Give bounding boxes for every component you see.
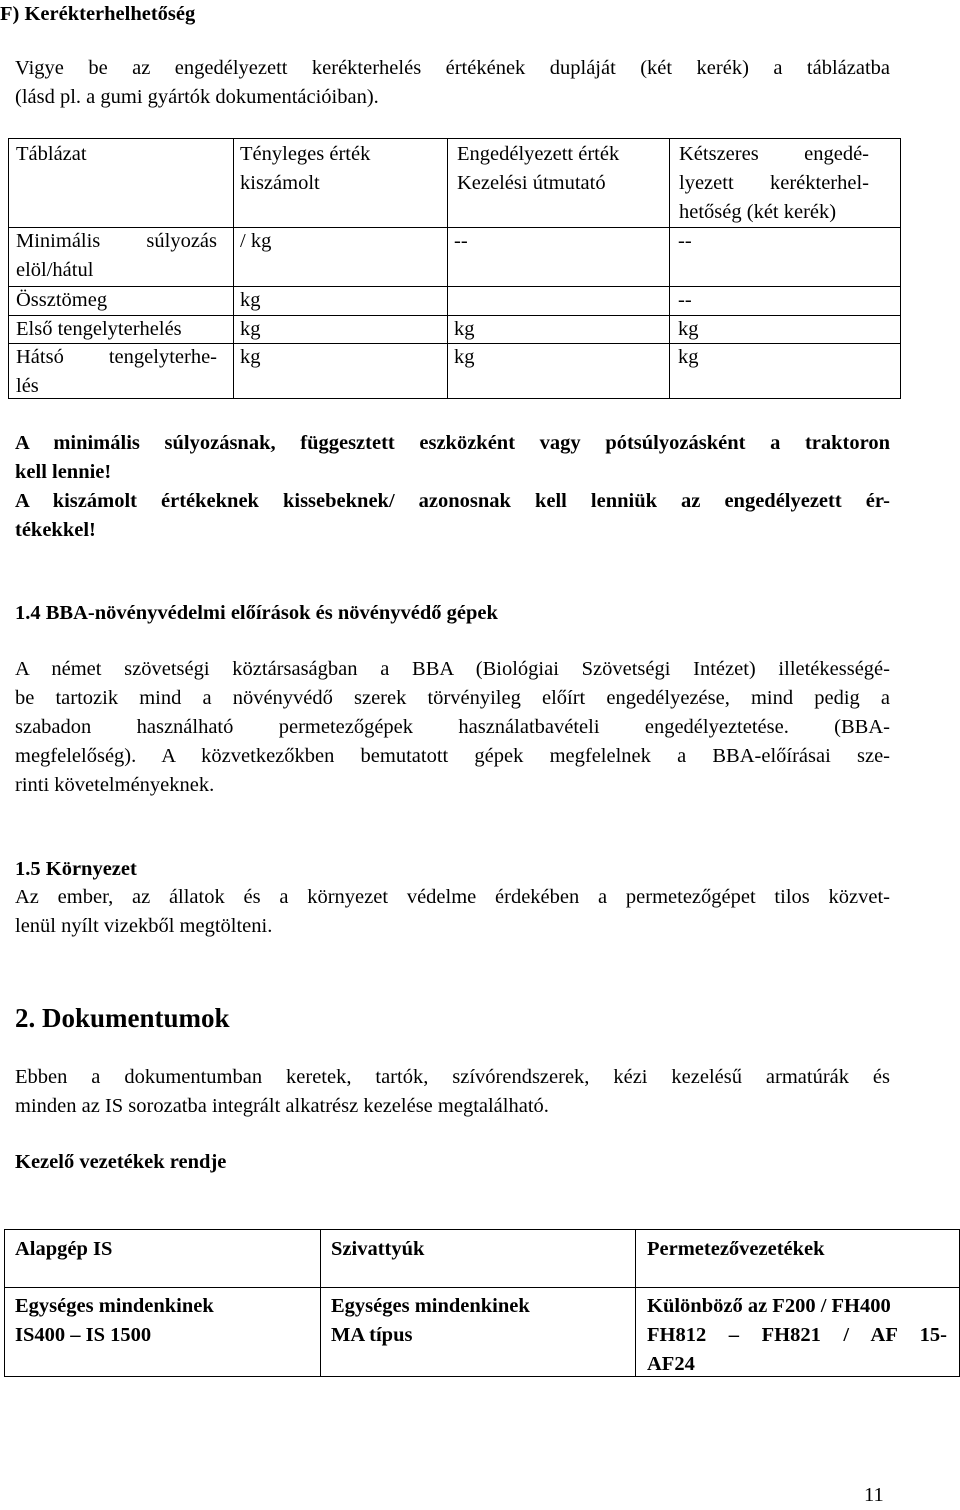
section-1-5-line2: lenül nyílt vizekből megtölteni. (15, 915, 273, 937)
section-1-5-heading: 1.5 Környezet (15, 858, 137, 880)
control-lines-heading: Kezelő vezetékek rendje (15, 1151, 227, 1173)
row-total-weight-actual: kg (240, 289, 261, 311)
control-cell-col1-line1: Egységes mindenkinek (15, 1295, 214, 1317)
header-col4-line2: lyezett kerékterhel- (679, 172, 869, 194)
note-line2: kell lennie! (15, 461, 112, 483)
row-rear-axle-label-line1: Hátsó tengelyterhe- (16, 346, 217, 368)
row-rear-axle-actual: kg (240, 346, 261, 368)
row-min-weight-label-line1: Minimális súlyozás (16, 230, 217, 252)
row-min-weight-permitted: -- (454, 230, 468, 252)
row-front-axle-double: kg (678, 318, 699, 340)
row-min-weight-double: -- (678, 230, 692, 252)
control-lines-table (4, 1229, 960, 1377)
control-header-pumps: Szivattyúk (331, 1238, 425, 1260)
control-cell-col2-line2: MA típus (331, 1324, 413, 1346)
section-1-4-line3: szabadon használható permetezőgépek használatbavételi engedélyeztetése. (BBA- (15, 716, 890, 738)
header-col3-line2: Kezelési útmutató (457, 172, 606, 194)
section-1-4-heading: 1.4 BBA-növényvédelmi előírások és növényvédő gépek (15, 602, 498, 624)
section-f-intro-line1: Vigye be az engedélyezett kerékterhelés értékének dupláját (két kerék) a táblázatba (15, 57, 890, 79)
note-line4: tékekkel! (15, 519, 96, 541)
control-cell-col2-line1: Egységes mindenkinek (331, 1295, 530, 1317)
row-total-weight-double: -- (678, 289, 692, 311)
section-2-line2: minden az IS sorozatba integrált alkatrész kezelése megtalálható. (15, 1095, 549, 1117)
row-min-weight-label-line2: elöl/hátul (16, 259, 94, 281)
section-1-4-line5: rinti követelményeknek. (15, 774, 215, 796)
control-cell-col1-line2: IS400 – IS 1500 (15, 1324, 152, 1346)
section-f-heading: F) Kerékterhelhetőség (0, 3, 196, 25)
note-line3: A kiszámolt értékeknek kissebeknek/ azonosnak kell lenniük az engedélyezett ér- (15, 490, 890, 512)
note-line1: A minimális súlyozásnak, függesztett eszközként vagy pótsúlyozásként a traktoron (15, 432, 890, 454)
row-front-axle-label: Első tengelyterhelés (16, 318, 182, 340)
row-front-axle-actual: kg (240, 318, 261, 340)
section-f-intro-line2: (lásd pl. a gumi gyártók dokumentációiban). (15, 86, 379, 108)
header-col2-line1: Tényleges érték (240, 143, 371, 165)
row-front-axle-permitted: kg (454, 318, 475, 340)
section-2-line1: Ebben a dokumentumban keretek, tartók, szívórendszerek, kézi kezelésű armatúrák és (15, 1066, 890, 1088)
header-col4-line1: Kétszeres engedé- (679, 143, 869, 165)
row-total-weight-label: Össztömeg (16, 289, 108, 311)
header-col4-line3: hetőség (két kerék) (679, 201, 837, 223)
control-header-spray-lines: Permetezővezetékek (647, 1238, 825, 1260)
control-cell-col3-line3: AF24 (647, 1353, 695, 1375)
control-cell-col3-line2: FH812 – FH821 / AF 15- (647, 1324, 947, 1346)
section-1-4-line4: megfelelőség). A közvetkezőkben bemutatott gépek megfelelnek a BBA-előírásai sze- (15, 745, 890, 767)
section-1-4-line2: be tartozik mind a növényvédő szerek törvényileg előírt engedélyezése, mind pedig a (15, 687, 890, 709)
row-rear-axle-double: kg (678, 346, 699, 368)
weight-table (8, 138, 901, 399)
section-1-4-line1: A német szövetségi köztársaságban a BBA (Biológiai Szövetségi Intézet) illetékességé- (15, 658, 890, 680)
control-header-base-machine: Alapgép IS (15, 1238, 113, 1260)
section-1-5-line1: Az ember, az állatok és a környezet védelme érdekében a permetezőgépet tilos közvet- (15, 886, 890, 908)
header-col2-line2: kiszámolt (240, 172, 320, 194)
page-number: 11 (864, 1484, 884, 1506)
control-cell-col3-line1: Különböző az F200 / FH400 (647, 1295, 891, 1317)
row-rear-axle-label-line2: lés (16, 375, 39, 397)
row-rear-axle-permitted: kg (454, 346, 475, 368)
section-2-heading: 2. Dokumentumok (15, 1003, 230, 1033)
row-min-weight-actual: / kg (240, 230, 272, 252)
header-col3-line1: Engedélyezett érték (457, 143, 620, 165)
header-col1: Táblázat (16, 143, 87, 165)
